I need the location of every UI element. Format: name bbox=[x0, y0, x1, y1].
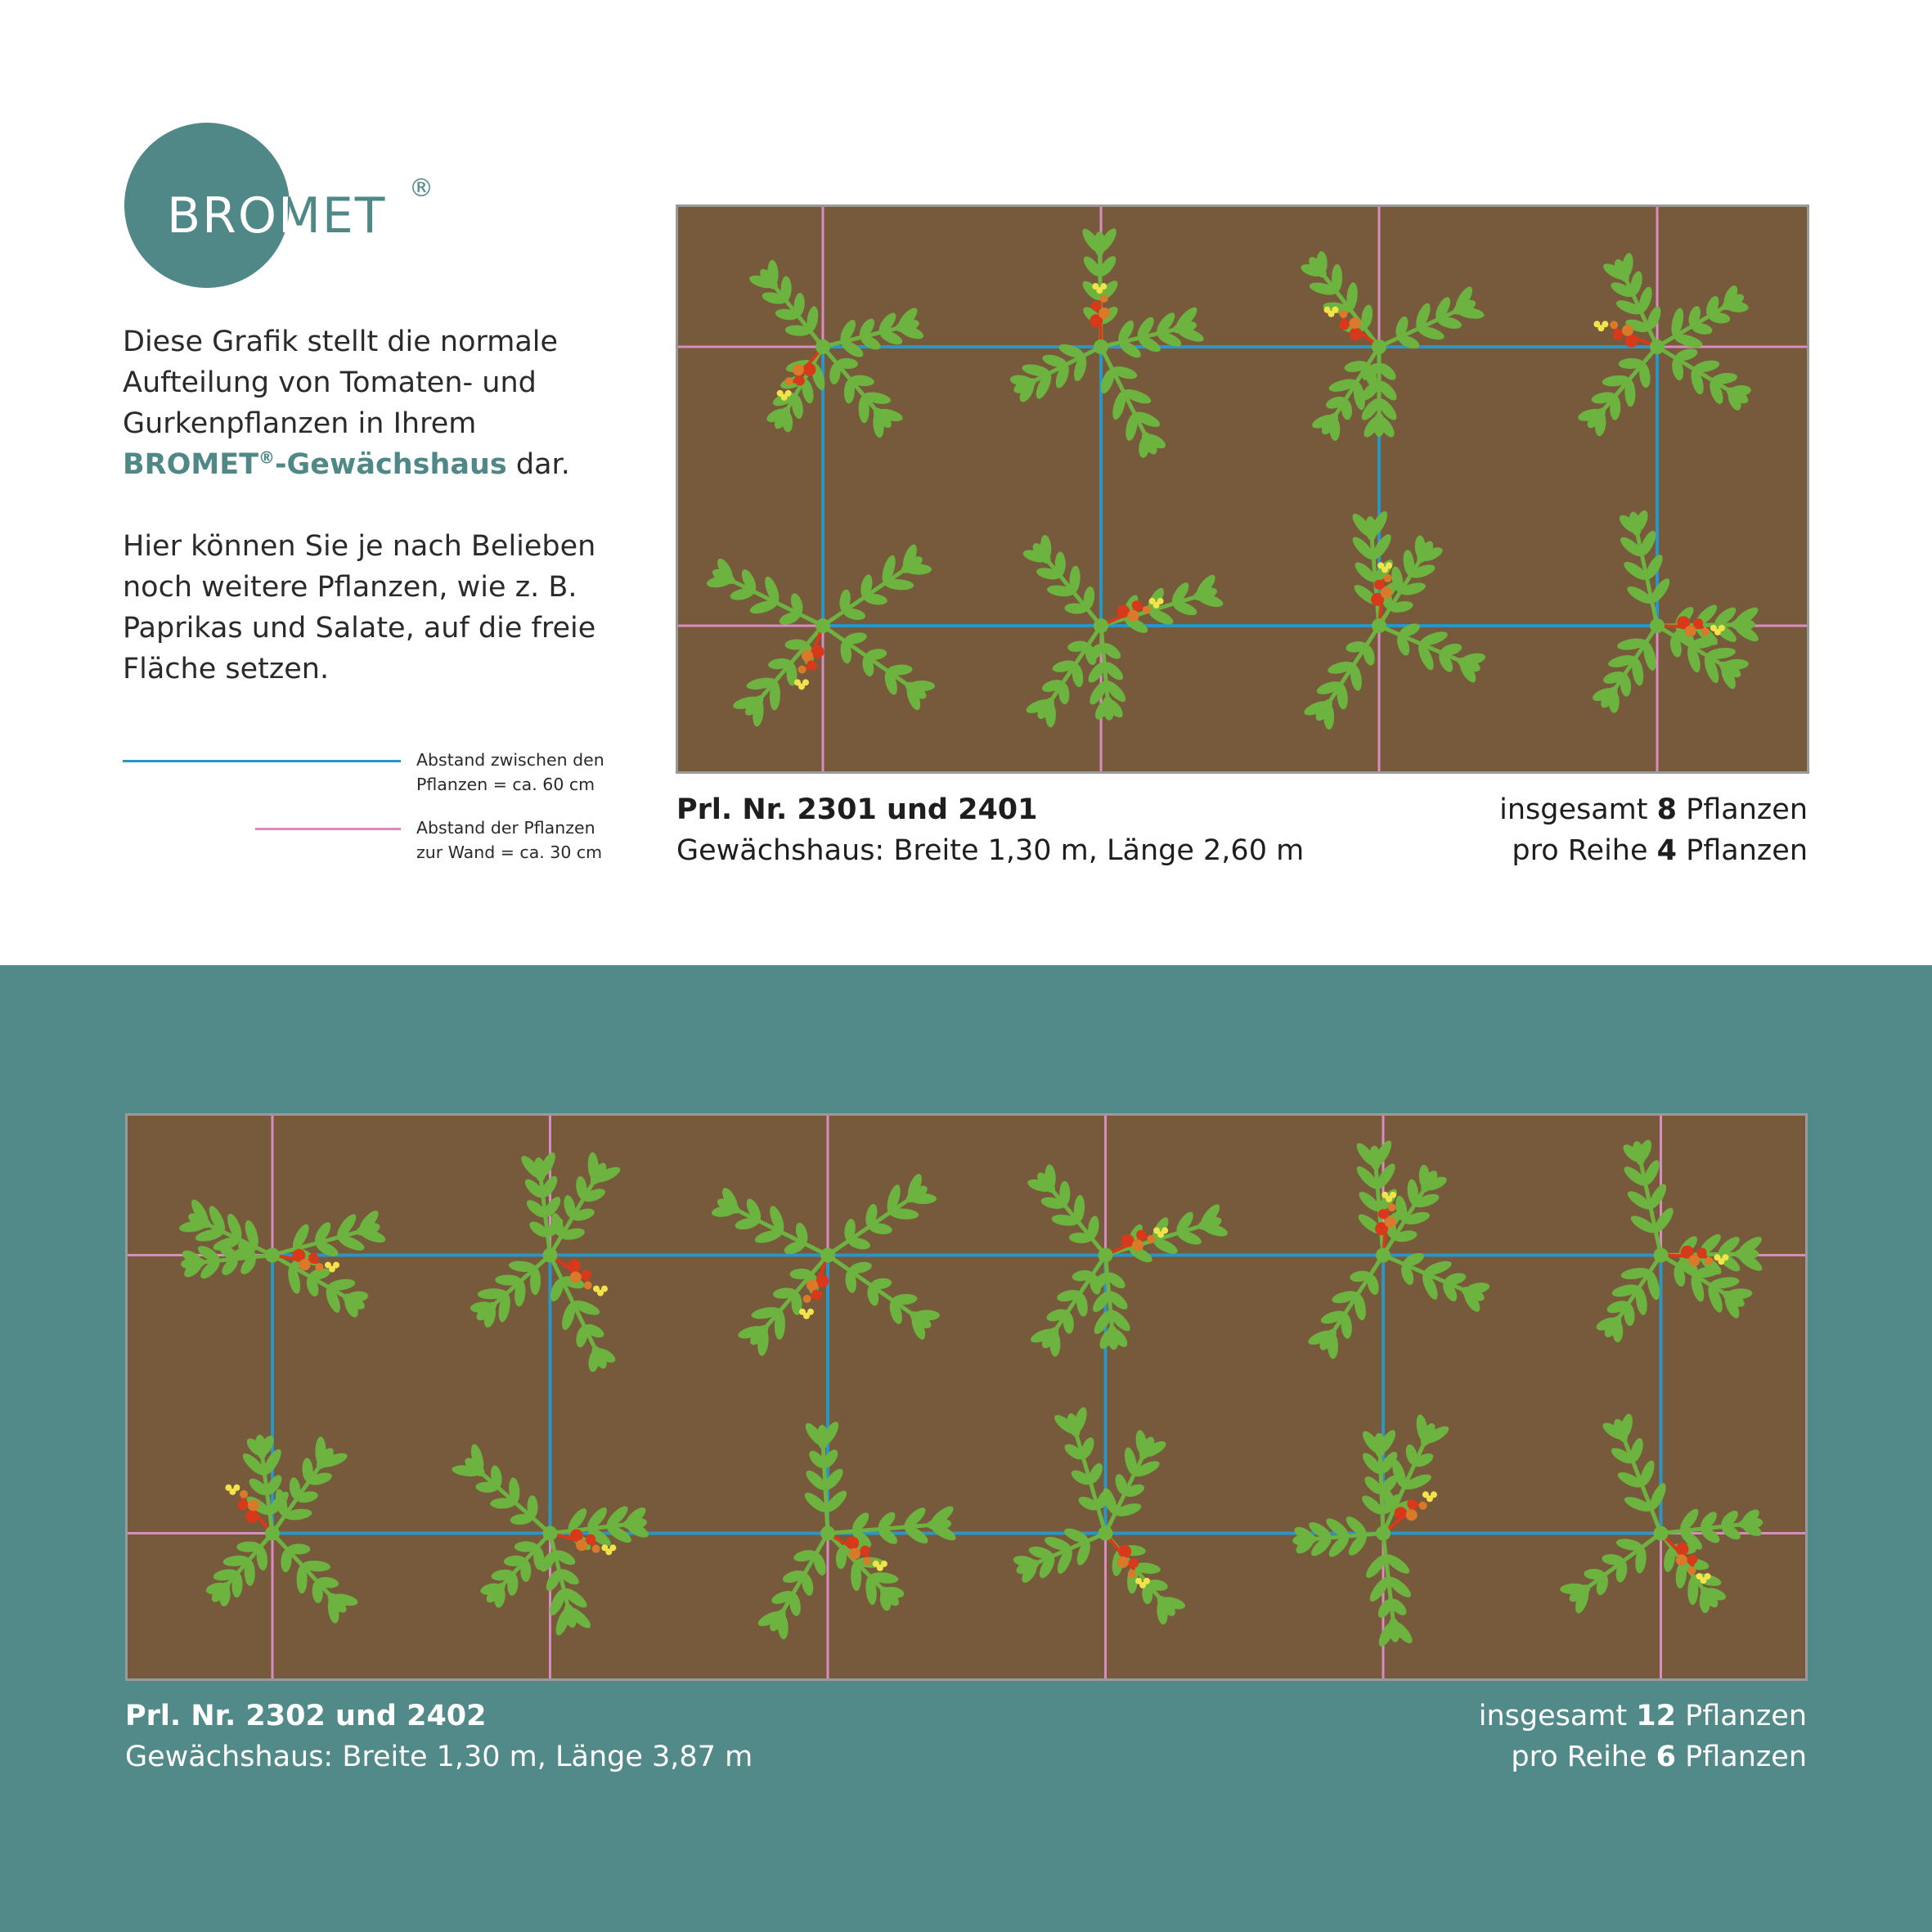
tomato bbox=[1384, 574, 1392, 582]
tomato bbox=[1407, 1499, 1417, 1509]
tomato bbox=[1624, 335, 1638, 348]
tomato bbox=[570, 1271, 582, 1283]
greenhouse-plan-12-plants bbox=[125, 1113, 1808, 1681]
tomato bbox=[846, 1536, 859, 1549]
tomato bbox=[1339, 320, 1349, 330]
tomato bbox=[592, 1545, 600, 1553]
tomato bbox=[793, 364, 804, 375]
layout-1-caption bbox=[676, 789, 1304, 871]
flower bbox=[1390, 1192, 1396, 1198]
plant-center bbox=[1376, 1526, 1391, 1541]
tomato bbox=[1676, 1554, 1687, 1566]
tomato bbox=[1693, 618, 1703, 628]
tomato bbox=[807, 661, 817, 671]
intro-text bbox=[123, 321, 630, 690]
flower bbox=[802, 679, 809, 685]
logo-registered-mark: ® bbox=[409, 174, 434, 203]
tomato bbox=[1419, 1502, 1427, 1510]
flower bbox=[1100, 283, 1107, 290]
intro-paragraph-2: Hier können Sie je nach Belieben noch weitere Pflanzen, wie z. B. Paprikas und Salate, auf die freie Fläche setzen. bbox=[123, 530, 596, 685]
tomato bbox=[237, 1500, 247, 1510]
layout-1-per-row: pro Reihe 4 Pflanzen bbox=[1512, 834, 1808, 867]
logo-text: BROMET bbox=[167, 187, 387, 245]
tomato bbox=[1136, 1230, 1146, 1240]
tomato bbox=[1350, 327, 1363, 340]
plant-center bbox=[543, 1526, 558, 1541]
tomato bbox=[586, 1534, 595, 1544]
plant-center bbox=[1650, 618, 1665, 633]
tomato bbox=[1381, 587, 1392, 599]
flower bbox=[1431, 1491, 1437, 1498]
tomato bbox=[1147, 1235, 1155, 1243]
flower bbox=[233, 1485, 240, 1491]
tomato bbox=[1374, 580, 1384, 590]
intro-brand-highlight: BROMET®-Gewächshaus bbox=[123, 447, 507, 481]
plant-center bbox=[1650, 339, 1665, 354]
flower bbox=[881, 1561, 887, 1567]
tomato bbox=[240, 1490, 248, 1498]
tomato bbox=[1705, 1257, 1713, 1265]
tomato bbox=[584, 1281, 592, 1289]
bromet-logo bbox=[124, 123, 468, 294]
tomato bbox=[1118, 1545, 1131, 1558]
soil-bed bbox=[127, 1115, 1807, 1680]
tomato bbox=[248, 1499, 259, 1511]
tomato bbox=[802, 363, 815, 376]
plant-center bbox=[1372, 618, 1386, 633]
tomato bbox=[1128, 1570, 1136, 1578]
legend-wall-spacing-label: Abstand der Pflanzen zur Wand = ca. 30 cm bbox=[416, 818, 603, 862]
tomato bbox=[245, 1510, 258, 1523]
plant-center bbox=[1094, 339, 1108, 354]
legend-wall-spacing-line bbox=[255, 828, 401, 830]
intro-paragraph-1: Diese Grafik stellt die normale Aufteilung von Tomaten- und Gurkenpflanzen in Ihrem BROMET®-Gewächshaus dar. bbox=[123, 326, 570, 481]
plant-center bbox=[815, 618, 830, 633]
tomato bbox=[812, 1290, 822, 1300]
tomato bbox=[1688, 1255, 1700, 1266]
layout-2-caption bbox=[125, 1696, 753, 1777]
tomato bbox=[1091, 301, 1101, 311]
plant-center bbox=[265, 1248, 280, 1263]
tomato bbox=[1701, 627, 1710, 636]
tomato bbox=[308, 1253, 318, 1263]
tomato bbox=[849, 1548, 860, 1560]
flower bbox=[333, 1262, 339, 1269]
tomato bbox=[1388, 1203, 1396, 1211]
tomato bbox=[795, 376, 805, 386]
plant-center bbox=[820, 1526, 835, 1541]
leaf bbox=[781, 276, 792, 301]
tomato bbox=[1127, 610, 1139, 622]
tomato bbox=[803, 1295, 811, 1303]
tomato bbox=[1406, 1509, 1418, 1521]
layout-1-counts bbox=[1499, 789, 1808, 871]
tomato bbox=[315, 1263, 323, 1271]
tomato bbox=[1339, 310, 1347, 318]
tomato bbox=[1378, 1209, 1388, 1219]
layout-2-title: Prl. Nr. 2302 und 2402 bbox=[125, 1700, 487, 1732]
greenhouse-plan-8-plants bbox=[676, 204, 1809, 774]
tomato bbox=[1350, 317, 1361, 329]
tomato bbox=[1099, 308, 1110, 319]
tomato bbox=[863, 1557, 871, 1566]
flower bbox=[1602, 321, 1608, 327]
leaf-tip bbox=[1373, 412, 1385, 437]
layout-1-title: Prl. Nr. 2301 und 2401 bbox=[676, 793, 1038, 826]
tomato bbox=[1129, 1558, 1139, 1568]
plant-center bbox=[1094, 618, 1108, 633]
tomato bbox=[1100, 294, 1108, 303]
tomato bbox=[802, 650, 813, 662]
greenhouse-layout-1 bbox=[676, 204, 1809, 774]
plant-center bbox=[1654, 1526, 1669, 1541]
tomato bbox=[299, 1259, 311, 1270]
tomato bbox=[1117, 1557, 1129, 1568]
tomato bbox=[568, 1260, 581, 1273]
flower bbox=[1719, 625, 1725, 631]
tomato bbox=[1143, 606, 1151, 614]
greenhouse-layout-2 bbox=[125, 1113, 1808, 1681]
plant-center bbox=[820, 1248, 835, 1263]
flower bbox=[1332, 307, 1338, 313]
plant-center bbox=[1654, 1248, 1669, 1263]
flower bbox=[807, 1309, 814, 1315]
flower bbox=[1143, 1578, 1150, 1584]
tomato bbox=[1697, 1247, 1707, 1257]
plant-center bbox=[265, 1526, 280, 1541]
layout-2-per-row: pro Reihe 6 Pflanzen bbox=[1511, 1741, 1807, 1773]
legend-plant-spacing-line bbox=[123, 760, 401, 762]
tomato bbox=[1622, 325, 1633, 336]
plant-center bbox=[1099, 1526, 1113, 1541]
flower bbox=[1722, 1254, 1728, 1260]
plant-center bbox=[543, 1248, 558, 1263]
flower bbox=[609, 1544, 616, 1551]
leaf bbox=[297, 1565, 308, 1593]
tomato bbox=[784, 377, 793, 385]
plant-center bbox=[1099, 1248, 1113, 1263]
plant-center bbox=[815, 339, 830, 354]
layout-2-dimensions: Gewächshaus: Breite 1,30 m, Länge 3,87 m bbox=[125, 1741, 753, 1773]
flower bbox=[1161, 1227, 1168, 1233]
flower bbox=[785, 390, 792, 397]
tomato bbox=[860, 1545, 870, 1555]
tomato bbox=[1687, 1555, 1697, 1565]
tomato bbox=[1685, 626, 1696, 637]
tomato bbox=[1613, 330, 1623, 340]
tomato bbox=[1676, 1543, 1689, 1556]
tomato bbox=[798, 666, 806, 674]
tomato bbox=[1385, 1216, 1396, 1228]
tomato bbox=[1610, 321, 1618, 329]
flower bbox=[1386, 562, 1392, 568]
flower bbox=[1157, 598, 1164, 604]
tomato bbox=[1394, 1507, 1407, 1520]
flower bbox=[1705, 1573, 1711, 1579]
plant-center bbox=[1376, 1248, 1391, 1263]
layout-1-total: insgesamt 8 Pflanzen bbox=[1499, 793, 1808, 826]
tomato bbox=[1687, 1566, 1696, 1575]
tomato bbox=[1132, 1239, 1143, 1251]
plant-center bbox=[1372, 339, 1386, 354]
tomato bbox=[582, 1269, 591, 1279]
layout-2-total: insgesamt 12 Pflanzen bbox=[1478, 1700, 1807, 1732]
tomato bbox=[576, 1539, 587, 1551]
legend-plant-spacing-label: Abstand zwischen den Pflanzen = ca. 60 cm bbox=[416, 750, 604, 794]
flower bbox=[601, 1286, 608, 1292]
tomato bbox=[1132, 600, 1142, 610]
layout-1-dimensions: Gewächshaus: Breite 1,30 m, Länge 2,60 m bbox=[676, 834, 1305, 867]
tomato bbox=[806, 1279, 818, 1291]
layout-2-counts bbox=[1479, 1696, 1807, 1777]
